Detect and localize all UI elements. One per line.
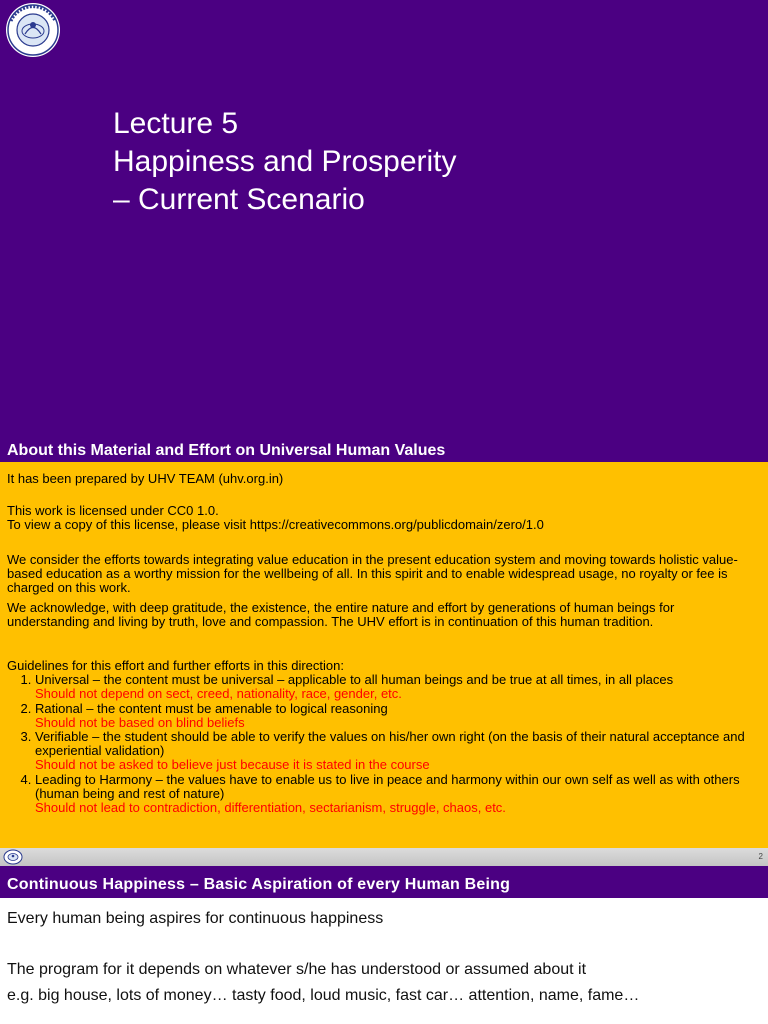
guidelines-section	[7, 659, 759, 815]
aspiration-line: Every human being aspires for continuous happiness	[7, 910, 384, 927]
program-line: The program for it depends on whatever s/he has understood or assumed about it	[7, 961, 587, 978]
guideline-text: Universal – the content must be universal – applicable to all human beings and be true at all times, in all places	[35, 672, 674, 688]
guidelines-intro: Guidelines for this effort and further efforts in this direction:	[7, 658, 344, 673]
lecture-title	[113, 105, 457, 219]
uhv-logo-icon	[1, 1, 65, 59]
license-text	[7, 504, 757, 532]
guideline-item	[35, 702, 759, 730]
guideline-text: Leading to Harmony – the values have to enable us to live in peace and harmony within our own self as well as with others (human being and rest of nature)	[35, 771, 740, 801]
about-slide-header	[0, 440, 768, 462]
license-line: This work is licensed under CC0 1.0.	[7, 503, 219, 518]
title-slide	[0, 0, 768, 440]
lecture-title-line-1: Lecture 5	[113, 107, 239, 140]
lecture-title-line-2: Happiness and Prosperity	[113, 145, 457, 178]
about-heading: About this Material and Effort on Universal Human Values	[7, 442, 446, 459]
guideline-note: Should not depend on sect, creed, nationality, race, gender, etc.	[35, 686, 402, 702]
guideline-item	[35, 730, 759, 773]
about-slide-body	[0, 462, 768, 848]
guideline-note: Should not lead to contradiction, differentiation, sectarianism, struggle, chaos, etc.	[35, 800, 506, 816]
guidelines-list	[7, 673, 759, 815]
page-number: 2	[758, 852, 763, 861]
about-slide-footer	[0, 848, 768, 866]
guideline-item	[35, 773, 759, 816]
happiness-slide-body	[0, 898, 768, 1024]
examples-line: e.g. big house, lots of money… tasty food, loud music, fast car… attention, name, fame…	[7, 987, 640, 1004]
acknowledgement-paragraph: We acknowledge, with deep gratitude, the existence, the entire nature and effort by generations of human beings for understanding and living by truth, love and compassion. The UHV effort is in continuation of this human tradition.	[7, 600, 675, 630]
guideline-text: Verifiable – the student should be able to verify the values on his/her own right (on the basis of their natural acceptance and experiential validation)	[35, 729, 745, 759]
guideline-note: Should not be based on blind beliefs	[35, 714, 245, 730]
mission-paragraph: We consider the efforts towards integrating value education in the present education system and moving towards holistic value-based education as a worthy mission for the wellbeing of all. In this spirit and to enable widespread usage, no royalty or fee is charged on this work.	[7, 552, 738, 596]
guideline-text: Rational – the content must be amenable to logical reasoning	[35, 700, 388, 716]
guideline-note: Should not be asked to believe just because it is stated in the course	[35, 757, 430, 773]
happiness-heading: Continuous Happiness – Basic Aspiration of every Human Being	[7, 876, 511, 893]
license-url-line: To view a copy of this license, please visit https://creativecommons.org/publicdomain/zero/1.0	[7, 517, 544, 533]
prepared-by-text: It has been prepared by UHV TEAM (uhv.org.in)	[7, 471, 284, 486]
uhv-small-logo-icon	[3, 849, 23, 865]
happiness-slide-header	[0, 866, 768, 898]
lecture-title-line-3: – Current Scenario	[113, 183, 365, 216]
guideline-item	[35, 673, 759, 701]
